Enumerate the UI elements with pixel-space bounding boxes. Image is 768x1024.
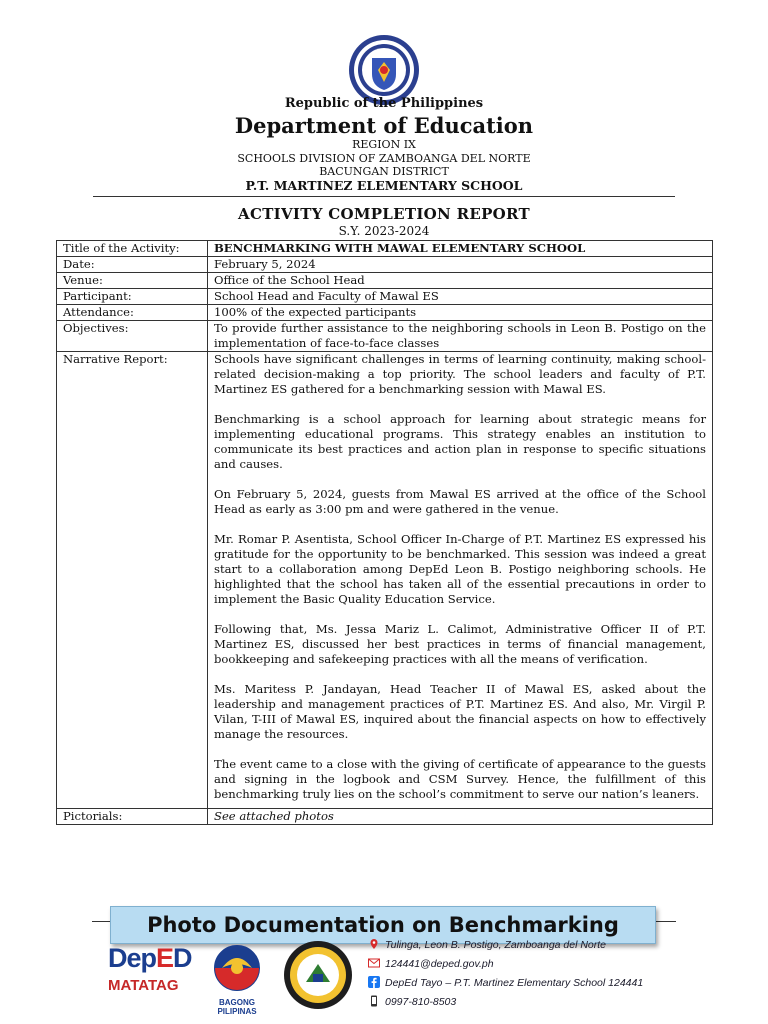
pictorials-value: See attached photos xyxy=(208,809,713,825)
address-text: Tulinga, Leon B. Postigo, Zamboanga del Norte xyxy=(385,939,607,951)
narrative-paragraph: Mr. Romar P. Asentista, School Officer In-Charge of P.T. Martinez ES expressed his gratitude for the opportunity to be benchmarked. This session was indeed a great start to a collaboration among DepEd Leon B. Postigo neighboring schools. He highlighted that the school has taken all of the essential precautions in order to implement the Basic Quality Education Service. xyxy=(214,532,706,606)
contact-email xyxy=(368,955,643,974)
narrative-report xyxy=(208,352,713,809)
contact-address xyxy=(368,936,643,955)
bagong-pilipinas-icon xyxy=(200,944,274,992)
bagong-pilipinas-caption: BAGONG PILIPINAS xyxy=(217,998,257,1016)
bagong-pilipinas-logo xyxy=(200,944,274,1016)
republic-heading: Republic of the Philippines xyxy=(284,96,484,111)
division-line: SCHOOLS DIVISION OF ZAMBOANGA DEL NORTE xyxy=(237,152,531,165)
school-seal-icon xyxy=(283,940,353,1010)
report-title: ACTIVITY COMPLETION REPORT xyxy=(238,205,530,223)
table-row xyxy=(57,809,713,825)
facebook-icon xyxy=(368,976,380,988)
objectives-value: To provide further assistance to the neighboring schools in Leon B. Postigo on the implementation of face-to-face classes xyxy=(208,321,713,352)
narrative-paragraph: On February 5, 2024, guests from Mawal ES arrived at the office of the School Head as early as 3:00 pm and were gathered in the venue. xyxy=(214,487,706,516)
region-line: REGION IX xyxy=(352,138,416,151)
narrative-label: Narrative Report: xyxy=(57,352,208,809)
table-row xyxy=(57,273,713,289)
report-table xyxy=(56,240,713,825)
participant-label: Participant: xyxy=(57,289,208,305)
participant-value: School Head and Faculty of Mawal ES xyxy=(208,289,713,305)
location-pin-icon xyxy=(368,938,380,950)
contact-block xyxy=(368,936,643,1012)
contact-phone xyxy=(368,993,643,1012)
phone-text: 0997-810-8503 xyxy=(385,996,457,1008)
narrative-paragraph: Ms. Maritess P. Jandayan, Head Teacher II of Mawal ES, asked about the leadership and management practices of P.T. Martinez ES. And also, Mr. Virgil P. Vilan, T-III of Mawal ES, inquired about the financial aspects on how to effectively manage the resources. xyxy=(214,682,706,741)
photo-documentation-banner: Photo Documentation on Benchmarking xyxy=(110,906,656,944)
attendance-label: Attendance: xyxy=(57,305,208,321)
activity-value: BENCHMARKING WITH MAWAL ELEMENTARY SCHOOL xyxy=(208,241,713,257)
table-row xyxy=(57,321,713,352)
deped-logo-accent: E xyxy=(156,943,174,973)
facebook-text[interactable]: DepEd Tayo – P.T. Martinez Elementary School 124441 xyxy=(385,977,644,989)
header-divider xyxy=(93,196,675,197)
deped-matatag-logo xyxy=(108,944,192,994)
narrative-paragraph: Benchmarking is a school approach for learning about strategic means for implementing educational programs. This strategy enables an institution to communicate its best practices and action plan in response to specific situations and causes. xyxy=(214,412,706,471)
table-row xyxy=(57,305,713,321)
objectives-label: Objectives: xyxy=(57,321,208,352)
narrative-paragraph: Schools have significant challenges in terms of learning continuity, making school-related decision-making a top priority. The school leaders and faculty of P.T. Martinez ES gathered for a benchmarking session with Mawal ES. xyxy=(214,352,706,396)
narrative-paragraph: Following that, Ms. Jessa Mariz L. Calimot, Administrative Officer II of P.T. Martinez ES, discussed her best practices in terms of financial management, bookkeeping and safekeeping practices with all the means of verification. xyxy=(214,622,706,666)
footer-divider-right xyxy=(656,921,676,922)
deped-logo: DepED xyxy=(108,943,192,973)
district-line: BACUNGAN DISTRICT xyxy=(319,165,449,178)
footer-divider-left xyxy=(92,921,110,922)
matatag-logo: MATATAG xyxy=(108,977,179,994)
table-row xyxy=(57,257,713,273)
contact-facebook xyxy=(368,974,643,993)
email-text[interactable]: 124441@deped.gov.ph xyxy=(385,958,494,970)
table-row xyxy=(57,352,713,809)
venue-value: Office of the School Head xyxy=(208,273,713,289)
school-name: P.T. MARTINEZ ELEMENTARY SCHOOL xyxy=(245,178,523,193)
date-value: February 5, 2024 xyxy=(208,257,713,273)
phone-icon xyxy=(368,995,380,1007)
table-row xyxy=(57,241,713,257)
venue-label: Venue: xyxy=(57,273,208,289)
table-row xyxy=(57,289,713,305)
attendance-value: 100% of the expected participants xyxy=(208,305,713,321)
date-label: Date: xyxy=(57,257,208,273)
school-year: S.Y. 2023-2024 xyxy=(338,224,430,238)
department-heading: Department of Education xyxy=(234,113,534,138)
narrative-paragraph: The event came to a close with the giving of certificate of appearance to the guests and signing in the logbook and CSM Survey. Hence, the fulfillment of this benchmarking truly lies on the school’s commitment to serve our nation’s leaners. xyxy=(214,757,706,801)
pictorials-label: Pictorials: xyxy=(57,809,208,825)
activity-label: Title of the Activity: xyxy=(57,241,208,257)
email-icon xyxy=(368,957,380,969)
